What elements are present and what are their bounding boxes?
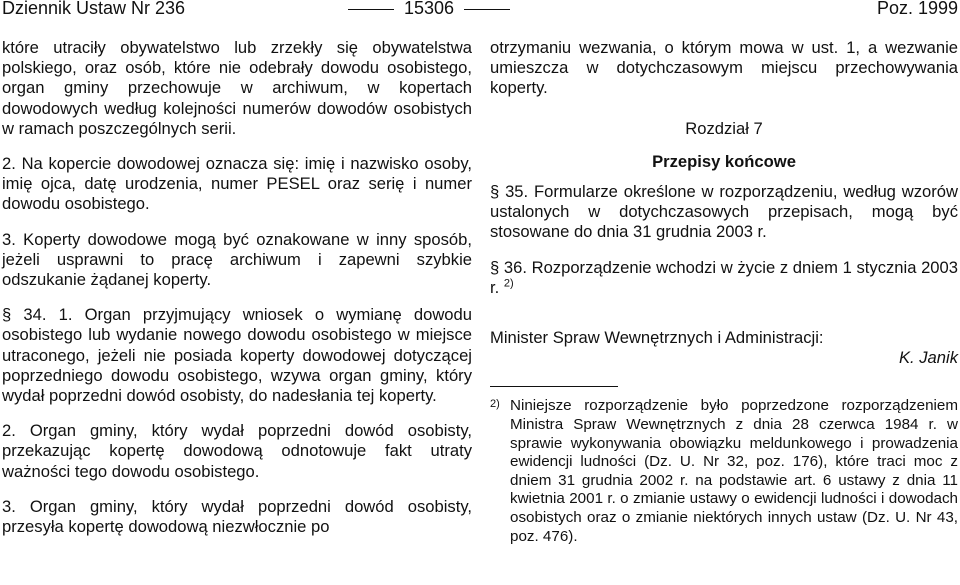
- paragraph-section-36: § 36. Rozporządzenie wchodzi w życie z dniem 1 stycznia 2003 r. $^{2)}$: [490, 257, 958, 297]
- paragraph-section-35: § 35. Formularze określone w rozporządzeniu, według wzorów ustalonych w dotychczasowych przepisach, mogą być stosowane do dnia 31 grudnia 2003 r.: [490, 182, 958, 242]
- paragraph-section-34: § 34. 1. Organ przyjmujący wniosek o wymianę dowodu osobistego lub wydanie nowego dowodu osobistego w miejsce utraconego, jeżeli nie posiada koperty dowodowej dotyczącej poprzedniego dowodu osobistego, wzywa organ gminy, który wydał poprzedni dowód osobisty, do nadesłania tej koperty.: [2, 305, 472, 406]
- signature-name: K. Janik: [898, 348, 958, 368]
- signature-line: Minister Spraw Wewnętrznych i Administracji:: [490, 328, 824, 348]
- journal-title: Dziennik Ustaw Nr 236: [2, 0, 186, 18]
- paragraph: 2. Na kopercie dowodowej oznacza się: imię i nazwisko osoby, imię ojca, datę urodzenia, numer PESEL oraz serię i numer dowodu osobistego.: [2, 154, 472, 214]
- dash-left: [348, 9, 394, 10]
- chapter-title: Przepisy końcowe: [652, 151, 796, 171]
- footnote-reference: 2): [503, 277, 514, 290]
- paragraph: otrzymaniu wezwania, o którym mowa w ust. 1, a wezwanie umieszcza w dotychczasowym miejscu przechowywania koperty.: [490, 38, 958, 98]
- footnote: [490, 397, 958, 546]
- paragraph: 3. Organ gminy, który wydał poprzedni dowód osobisty, przesyła kopertę dowodową niezwłocznie po: [2, 496, 472, 537]
- footnote-divider: [490, 386, 618, 387]
- paragraph: które utraciły obywatelstwo lub zrzekły się obywatelstwa polskiego, oraz osób, które nie odebrały dowodu osobistego, organ gminy przechowuje w archiwum, w kopertach dowodowych według kolejności numerów dowodów osobistych w ramach poszczególnych serii.: [2, 38, 472, 138]
- left-column: [2, 38, 472, 537]
- paragraph: 2. Organ gminy, który wydał poprzedni dowód osobisty, przekazując kopertę dowodową odnotowuje fakt utraty ważności tego dowodu osobistego.: [2, 421, 472, 481]
- right-column: [490, 38, 958, 546]
- dash-right: [464, 9, 510, 10]
- page-number: [338, 0, 520, 19]
- page-number-value: 15306: [404, 0, 455, 18]
- page-header: [0, 0, 960, 22]
- position-label: Poz. 1999: [876, 0, 958, 18]
- paragraph: 3. Koperty dowodowe mogą być oznakowane w inny sposób, jeżeli usprawni to pracę archiwum i zapewni szybkie odszukanie żądanej koperty.: [2, 229, 472, 290]
- footnote-mark: 2): [490, 398, 500, 411]
- footnote-text: Niniejsze rozporządzenie było poprzedzone rozporządzeniem Ministra Spraw Wewnętrznych z dnia 28 czerwca 1984 r. w sprawie wykonywania obowiązku meldunkowego i prowadzenia ewidencji ludności (Dz. U. Nr 32, poz. 176), które traci moc z dniem 31 grudnia 2002 r. na podstawie art. 6 ustawy z dnia 11 kwietnia 2001 r. o zmianie ustawy o ewidencji ludności i dowodach osobistych oraz o zmianie niektórych innych ustaw (Dz. U. Nr 43, poz. 476).: [510, 397, 958, 545]
- chapter-heading: Rozdział 7: [685, 118, 763, 138]
